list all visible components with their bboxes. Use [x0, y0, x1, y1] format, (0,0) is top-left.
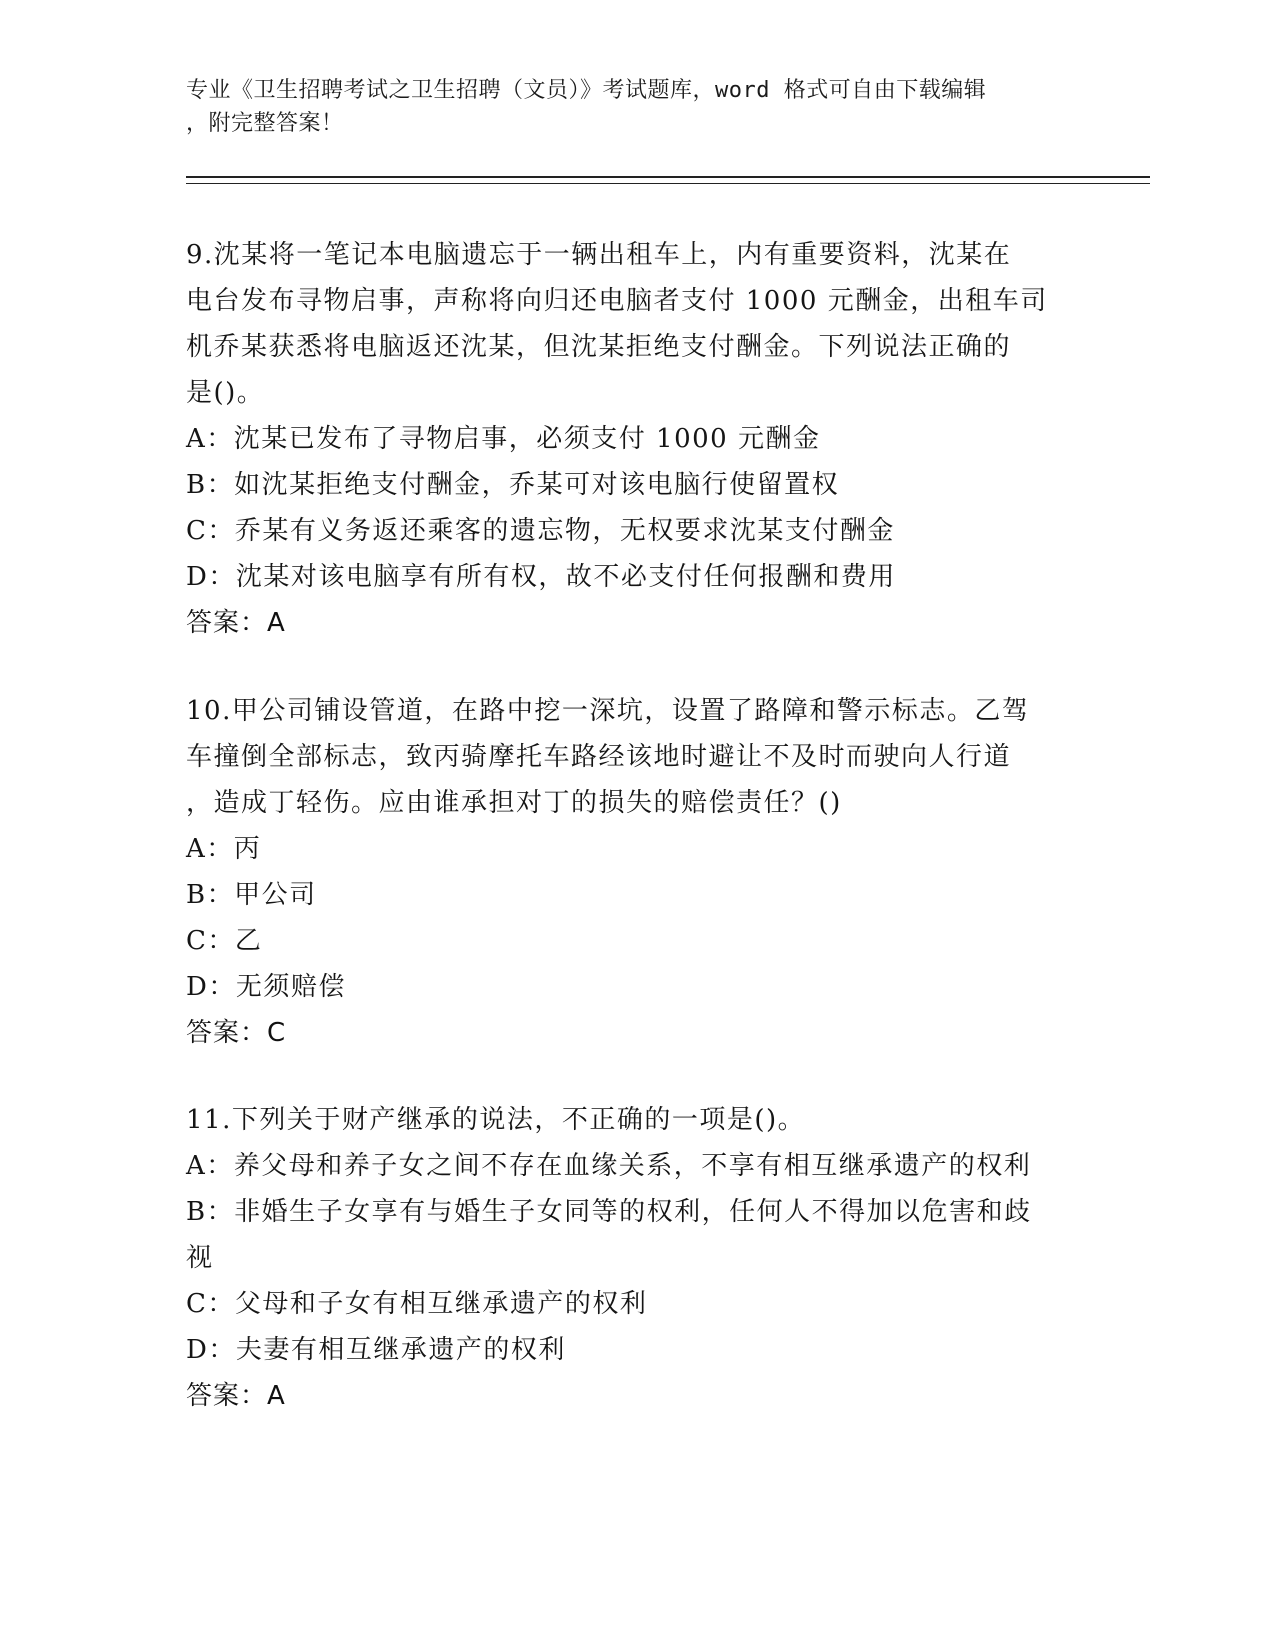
header-divider-thin: [186, 183, 1150, 184]
option-a: A：养父母和养子女之间不存在血缘关系，不享有相互继承遗产的权利: [186, 1151, 1032, 1181]
option-d: D：无须赔偿: [186, 972, 346, 1002]
header-line-2: ，附完整答案！: [186, 111, 344, 136]
option-c: C：乙: [186, 926, 263, 956]
header-divider-thick: [186, 176, 1150, 178]
option-b: B：甲公司: [186, 880, 317, 910]
question-stem-line: 车撞倒全部标志，致丙骑摩托车路经该地时避让不及时而驶向人行道: [186, 742, 1012, 772]
option-c: C：父母和子女有相互继承遗产的权利: [186, 1289, 648, 1319]
question-11: [186, 1097, 1086, 1419]
option-c: C：乔某有义务返还乘客的遗忘物，无权要求沈某支付酬金: [186, 516, 895, 546]
option-d: D：夫妻有相互继承遗产的权利: [186, 1335, 566, 1365]
answer-line: 答案：A: [186, 1381, 286, 1411]
question-stem-line: ，造成丁轻伤。应由谁承担对丁的损失的赔偿责任？(): [186, 788, 842, 818]
question-9: [186, 232, 1086, 646]
answer-line: 答案：A: [186, 608, 286, 638]
question-10: [186, 688, 1086, 1056]
answer-line: 答案：C: [186, 1018, 287, 1048]
option-b: B：如沈某拒绝支付酬金，乔某可对该电脑行使留置权: [186, 470, 840, 500]
document-header: [186, 74, 1066, 140]
question-stem-line: 是()。: [186, 378, 265, 408]
option-b: B：非婚生子女享有与婚生子女同等的权利，任何人不得加以危害和歧: [186, 1197, 1032, 1227]
header-line-1: 专业《卫生招聘考试之卫生招聘（文员）》考试题库，word 格式可自由下载编辑: [186, 78, 987, 103]
question-stem-line: 10.甲公司铺设管道，在路中挖一深坑，设置了路障和警示标志。乙驾: [186, 696, 1030, 726]
question-stem-line: 机乔某获悉将电脑返还沈某，但沈某拒绝支付酬金。下列说法正确的: [186, 332, 1012, 362]
question-stem-line: 11.下列关于财产继承的说法，不正确的一项是()。: [186, 1105, 806, 1135]
option-a: A：沈某已发布了寻物启事，必须支付 1000 元酬金: [186, 424, 821, 454]
question-stem-line: 电台发布寻物启事，声称将向归还电脑者支付 1000 元酬金，出租车司: [186, 286, 1048, 316]
option-a: A：丙: [186, 834, 262, 864]
question-stem-line: 9.沈某将一笔记本电脑遗忘于一辆出租车上，内有重要资料，沈某在: [186, 240, 1012, 270]
option-b-continued: 视: [186, 1243, 214, 1273]
option-d: D：沈某对该电脑享有所有权，故不必支付任何报酬和费用: [186, 562, 896, 592]
